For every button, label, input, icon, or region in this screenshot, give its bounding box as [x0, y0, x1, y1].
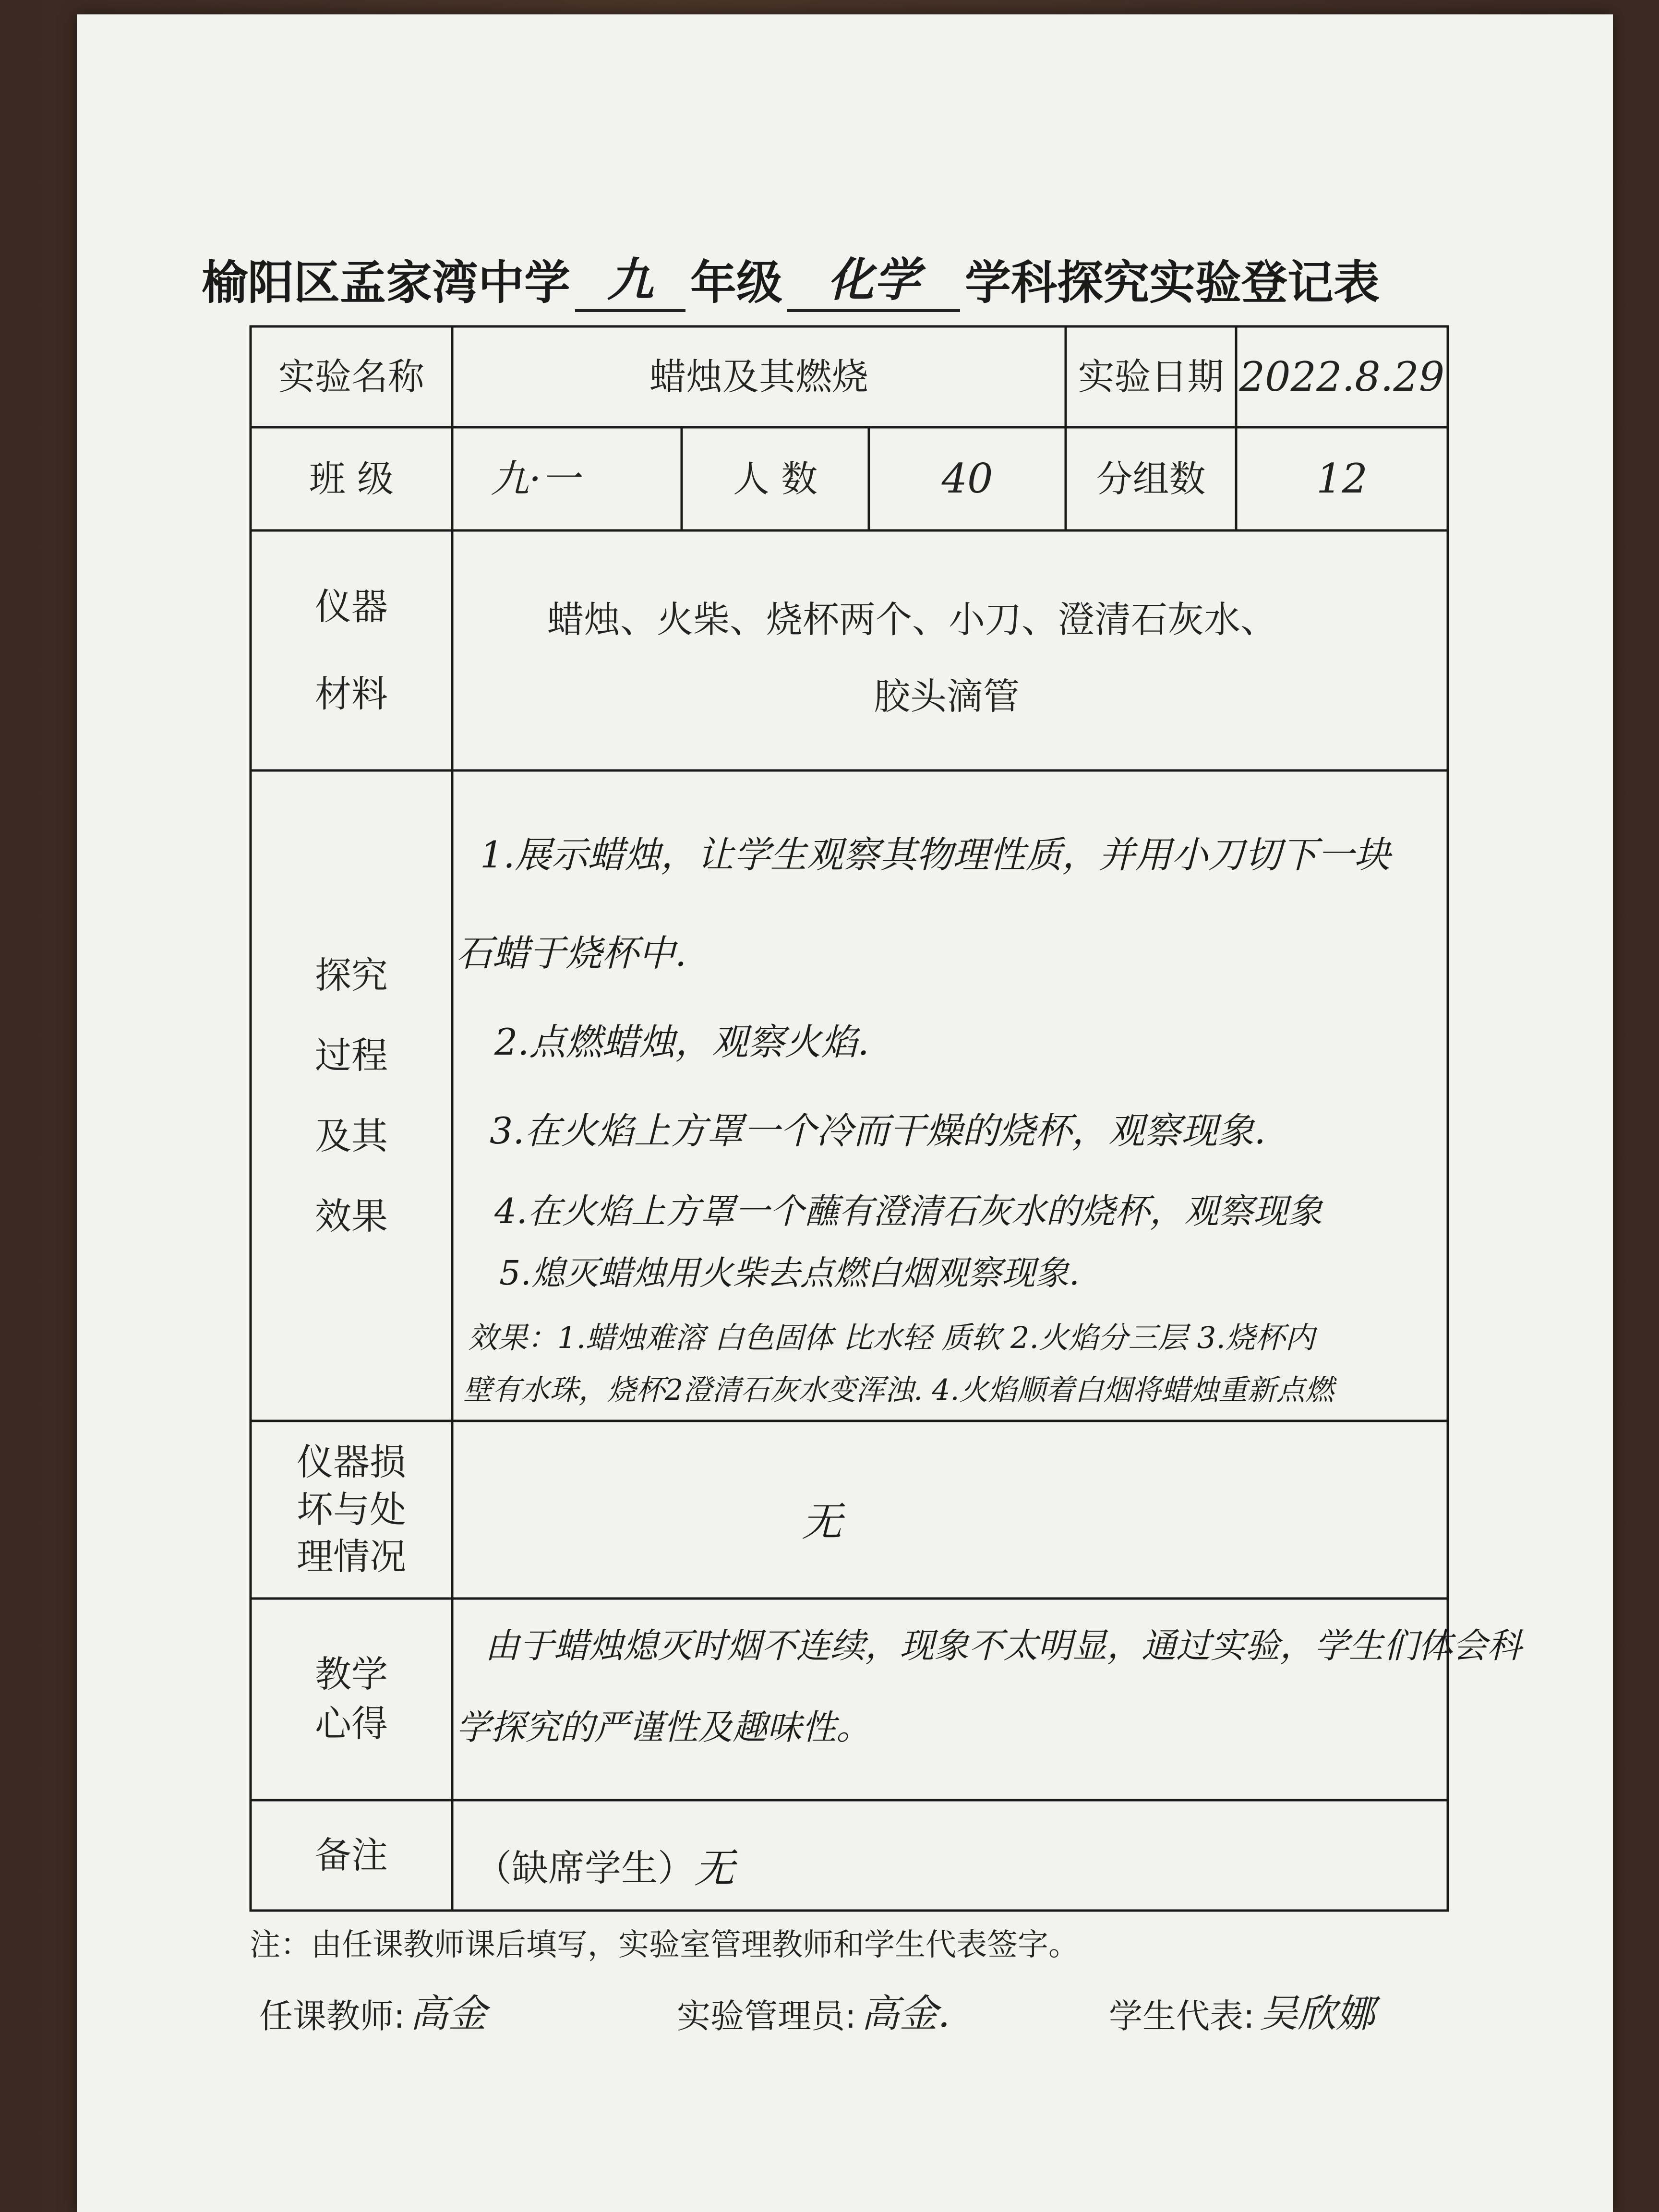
- reflection-label: [251, 1599, 452, 1800]
- title-subject-value: 化学: [787, 243, 960, 312]
- teacher-signature: 高金: [409, 1991, 487, 2036]
- student-signature-row: [1109, 1983, 1375, 2038]
- reflection-label-line: 教学: [315, 1653, 388, 1696]
- materials-line-1: 蜡烛、火柴、烧杯两个、小刀、澄清石灰水、: [547, 598, 1277, 641]
- damage-label-line: 坏与处: [297, 1488, 406, 1531]
- title-grade-value: 九: [575, 243, 685, 312]
- process-label-line: 效果: [315, 1194, 388, 1238]
- teacher-signature-row: [259, 1983, 487, 2038]
- admin-label: 实验管理员:: [677, 1996, 856, 2036]
- process-label-line: 探究: [315, 954, 388, 997]
- experiment-name-value: 蜡烛及其燃烧: [649, 355, 868, 398]
- group-count-label: 分组数: [1096, 457, 1206, 500]
- damage-value: 无: [802, 1498, 842, 1545]
- materials-label-line-1: 仪器: [315, 585, 388, 628]
- process-label-line: 及其: [315, 1114, 388, 1157]
- remarks-label: 备注: [315, 1834, 388, 1877]
- process-label: [251, 770, 452, 1421]
- experiment-date-value: 2022.8.29: [1239, 353, 1445, 400]
- title-grade-label: 年级: [690, 256, 782, 310]
- process-line: 4.在火焰上方罩一个蘸有澄清石灰水的烧杯，观察现象: [494, 1191, 1322, 1231]
- class-label: 班 级: [309, 457, 394, 500]
- experiment-date-label: 实验日期: [1078, 355, 1224, 398]
- remarks-prefix: （缺席学生）: [475, 1847, 694, 1890]
- damage-label-line: 仪器损: [297, 1440, 406, 1483]
- damage-label-line: 理情况: [297, 1535, 406, 1578]
- student-count-value: 40: [941, 455, 993, 503]
- process-effect-line: 壁有水珠，烧杯2澄清石灰水变浑浊. 4.火焰顺着白烟将蜡烛重新点燃: [463, 1373, 1334, 1407]
- process-line: 石蜡于烧杯中.: [456, 932, 687, 974]
- damage-label: [251, 1421, 452, 1599]
- experiment-name-label: 实验名称: [278, 355, 424, 398]
- class-value: 九·一: [491, 456, 580, 501]
- group-count-value: 12: [1316, 455, 1368, 503]
- admin-signature: 高金.: [861, 1991, 950, 2036]
- materials-label: [251, 530, 452, 770]
- process-effect-line: 效果：1.蜡烛难溶 白色固体 比水轻 质软 2.火焰分三层 3.烧杯内: [468, 1320, 1315, 1355]
- student-label: 学生代表:: [1109, 1996, 1255, 2036]
- process-line: 2.点燃蜡烛，观察火焰.: [494, 1021, 869, 1063]
- teacher-label: 任课教师:: [259, 1996, 405, 2036]
- reflection-label-line: 心得: [315, 1702, 388, 1745]
- student-signature: 吴欣娜: [1259, 1991, 1375, 2036]
- process-line: 5.熄灭蜡烛用火柴去点燃白烟观察现象.: [499, 1253, 1080, 1293]
- title-suffix: 学科探究实验登记表: [965, 256, 1380, 310]
- admin-signature-row: [677, 1983, 950, 2038]
- remarks-content: [475, 1836, 734, 1900]
- remarks-value: 无: [694, 1845, 735, 1892]
- process-line: 1.展示蜡烛，让学生观察其物理性质，并用小刀切下一块: [480, 833, 1391, 876]
- footer-note: 注：由任课教师课后填写，实验室管理教师和学生代表签字。: [250, 1927, 1079, 1963]
- reflection-line: 学探究的严谨性及趣味性。: [456, 1707, 871, 1747]
- student-count-label: 人 数: [733, 457, 818, 500]
- title-school: 榆阳区孟家湾中学: [202, 256, 570, 310]
- process-line: 3.在火焰上方罩一个冷而干燥的烧杯，观察现象.: [490, 1109, 1266, 1152]
- process-label-line: 过程: [315, 1034, 388, 1077]
- materials-label-line-2: 材料: [315, 673, 388, 715]
- materials-line-2: 胶头滴管: [874, 675, 1020, 718]
- reflection-line: 由于蜡烛熄灭时烟不连续，现象不太明显，通过实验，学生们体会科: [485, 1625, 1522, 1666]
